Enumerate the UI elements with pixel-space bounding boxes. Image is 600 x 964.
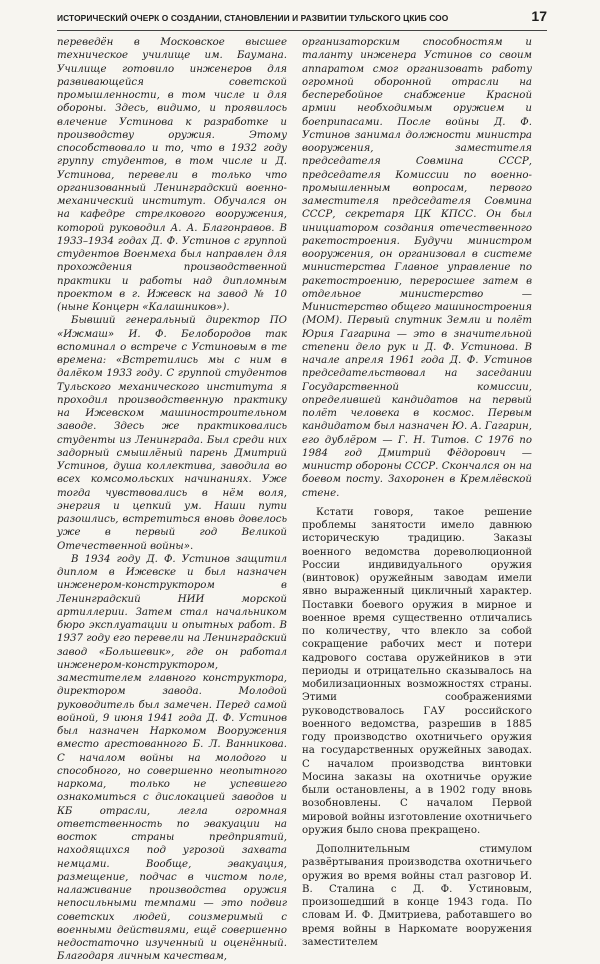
paragraph: Бывший генеральный директор ПО «Ижмаш» И. Ф. Белобородов так вспоминал о встрече с Устиновым в те времена: «Встретились мы с ним в далёком 1933 году. С группой студентов Тульского механического института я проходил производственную практику на Ижевском машиностроительном заводе. Здесь же практиковались студенты из Ленинграда. Был среди них задорный смышлёный парень Дмитрий Устинов, душа коллектива, заводила во всех комсомольских начинаниях. Уже тогда чувствовались в нём воля, энергия и цепкий ум. Наши пути разошлись, встретиться вновь довелось уже в первый год Великой Отечественной войны». bbox=[57, 315, 287, 552]
left-column bbox=[57, 36, 287, 964]
paragraph: организаторским способностям и таланту инженера Устинов со своим аппаратом смог организовать работу огромной оборонной отрасли на бесперебойное снабжение Красной армии необходимым оружием и боеприпасами. После войны Д. Ф. Устинов занимал должности министра вооружения, заместителя председателя Совмина СССР, председателя Комиссии по военно-промышленным вопросам, первого заместителя председателя Совмина СССР, секретаря ЦК КПСС. Он был инициатором создания отечественного ракетостроения. Будучи министром вооружения, он организовал в системе министерства Главное управление по ракетостроению, переросшее затем в отдельное министерство — Министерство общего машиностроения (МОМ). Первый спутник Земли и полёт Юрия Гагарина — это в значительной степени дело рук и Д. Ф. Устинова. В начале апреля 1961 года Д. Ф. Устинов председательствовал на заседании Государственной комиссии, определившей кандидатов на первый полёт человека в космос. Первым кандидатом был назначен Ю. А. Гагарин, его дублёром — Г. Н. Титов. С 1976 по 1984 год Дмитрий Фёдорович — министр обороны СССР. Скончался он на боевом посту. Захоронен в Кремлёвской стене. bbox=[302, 37, 532, 499]
page-number: 17 bbox=[531, 8, 547, 24]
paragraph: В 1934 году Д. Ф. Устинов защитил диплом в Ижевске и был назначен инженером-конструктором в Ленинградский НИИ морской артиллерии. Затем стал начальником бюро эксплуатации и опытных работ. В 1937 году его перевели на Ленинградский завод «Большевик», где он работал инженером-конструктором, заместителем главного конструктора, директором завода. Молодой руководитель был замечен. Перед самой войной, 9 июня 1941 года Д. Ф. Устинов был назначен Наркомом Вооружения вместо арестованного Б. Л. Ванникова. С началом войны на молодого и способного, но совершенно неопытного наркома, только не успевшего ознакомиться с дислокацией заводов и КБ отрасли, легла огромная ответственность по эвакуации на восток страны предприятий, находящихся под угрозой захвата немцами. Вообще, эвакуация, размещение, подчас в чистом поле, налаживание производства оружия непосильными темпами — это подвиг советских людей, соизмеримый с военными действиями, ещё совершенно недостаточно изученный и оценённый. Благодаря личным качествам, bbox=[57, 553, 287, 963]
paragraph: переведён в Московское высшее техническое училище им. Баумана. Училище готовило инженеров для развивающейся советской промышленности, в том числе и для обороны. Здесь, видимо, и проявилось влечение Устинова к разработке и производству оружия. Этому способствовало и то, что в 1932 году группу студентов, в том числе и Д. Устинова, перевели в только что организованный Ленинградский военно-механический институт. Обучался он на кафедре стрелкового вооружения, которой руководил А. А. Благонравов. В 1933–1934 годах Д. Ф. Устинов с группой студентов Военмеха был направлен для прохождения производственной практики и работы над дипломным проектом в г. Ижевск на завод № 10 (ныне Концерн «Калашников»). bbox=[57, 37, 287, 313]
header-rule bbox=[57, 30, 547, 31]
paragraph: Кстати говоря, такое решение проблемы занятости имело давнюю историческую традицию. Заказы военного ведомства дореволюционной России индивидуального оружия (винтовок) оружейным заводам имели явно выраженный цикличный характер. Поставки боевого оружия в мирное и военное время существенно отличались по количеству, что влекло за собой сокращение рабочих мест и потери кадрового состава оружейников в эти периоды и отрицательно сказывалось на мобилизационных возможностях страны. Этими соображениями руководствовалось ГАУ российского военного ведомства, разрешив в 1885 году производство охотничьего оружия на государственных оружейных заводах. С началом производства винтовки Мосина заказы на охотничье оружие были остановлены, а в 1902 году вновь возобновлены. С началом Первой мировой войны изготовление охотничьего оружия было снова прекращено. bbox=[302, 506, 532, 836]
paragraph: Дополнительным стимулом развёртывания производства охотничьего оружия во время войны стал разговор И. В. Сталина с Д. Ф. Устиновым, произошедший в конце 1943 года. По словам И. Ф. Дмитриева, работавшего во время войны в Наркомате вооружения заместителем bbox=[302, 844, 532, 948]
running-title: ИСТОРИЧЕСКИЙ ОЧЕРК О СОЗДАНИИ, СТАНОВЛЕНИИ И РАЗВИТИИ ТУЛЬСКОГО ЦКИБ СОО bbox=[57, 13, 449, 23]
page-header bbox=[57, 8, 547, 24]
right-column bbox=[302, 36, 532, 949]
